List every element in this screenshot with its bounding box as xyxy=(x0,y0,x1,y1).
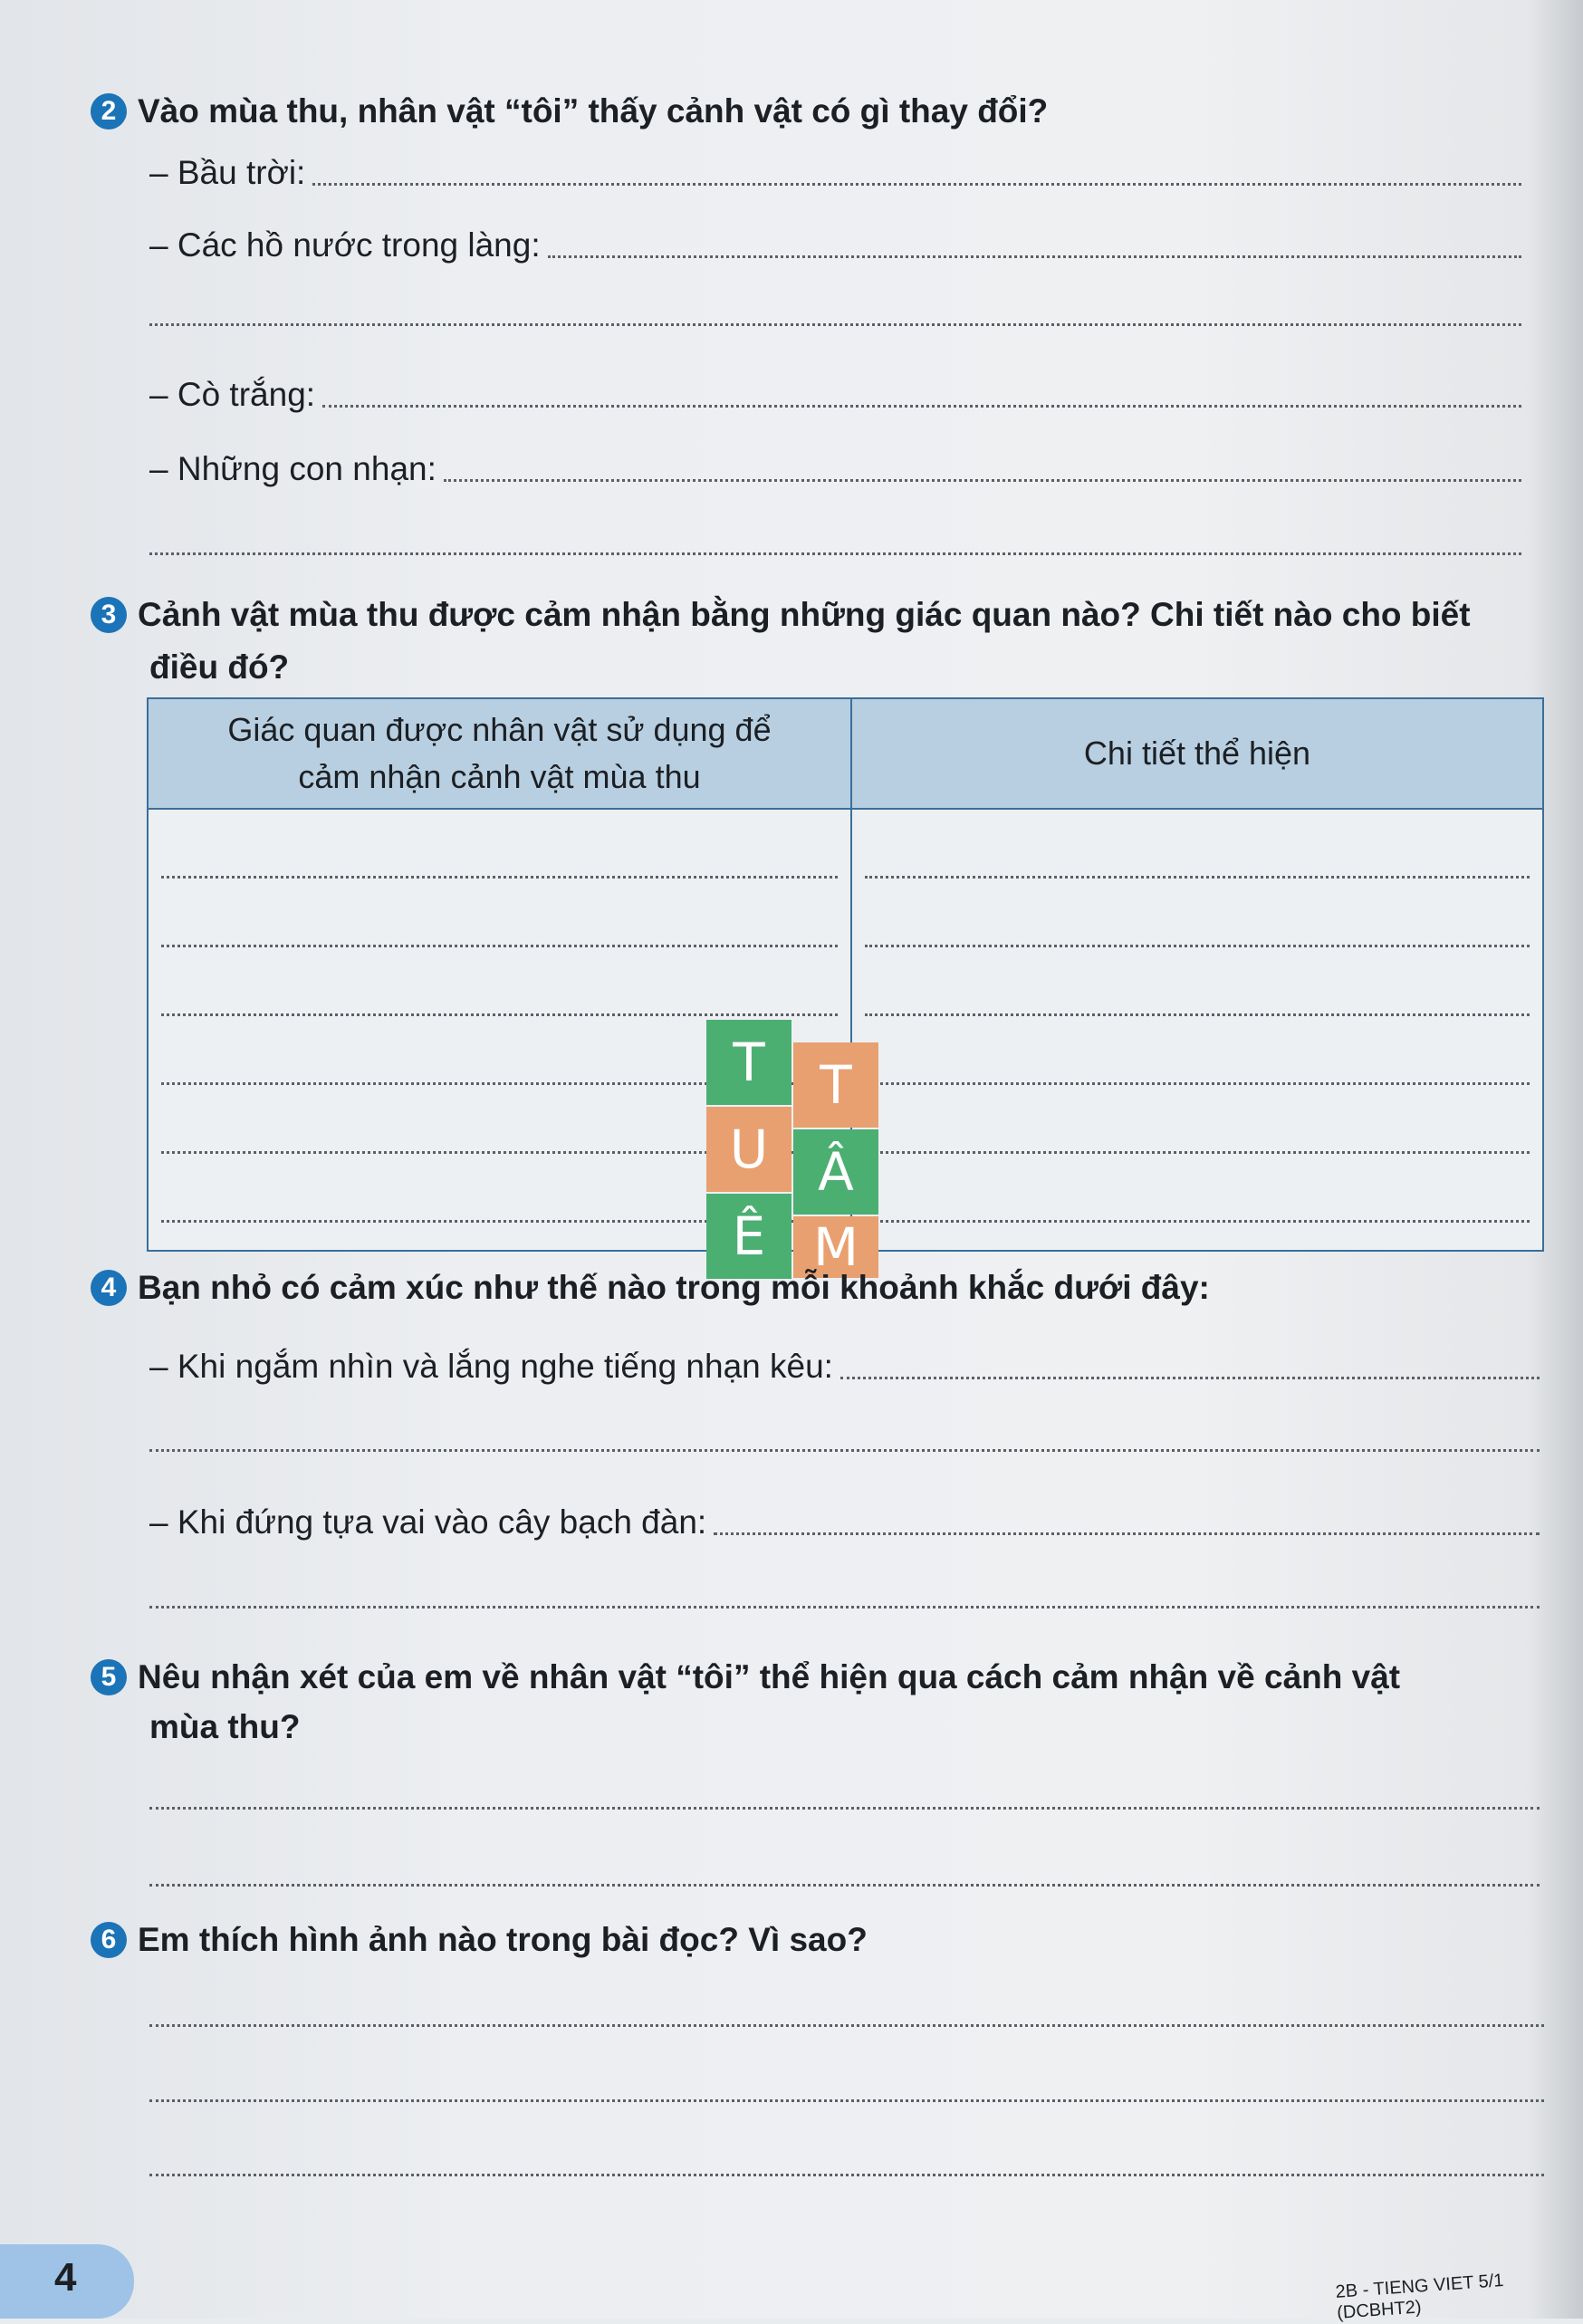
page-number: 4 xyxy=(54,2255,77,2300)
answer-line-eucalyptus[interactable] xyxy=(149,1499,1540,1544)
header-line: cảm nhận cảnh vật mùa thu xyxy=(298,758,701,795)
answer-line-sky[interactable] xyxy=(149,149,1521,195)
answer-label: – Các hồ nước trong làng: xyxy=(149,226,541,264)
dotted-line xyxy=(865,1154,1530,1223)
question-5-text-cont: mùa thu? xyxy=(149,1708,301,1745)
logo-letter: M xyxy=(793,1216,878,1278)
header-line: Giác quan được nhân vật sử dụng để xyxy=(227,711,772,748)
logo-letter: T xyxy=(793,1042,878,1128)
answer-label: – Bầu trời: xyxy=(149,154,306,191)
answer-line-blank[interactable] xyxy=(149,1606,1540,1609)
question-number-badge: 2 xyxy=(91,93,127,130)
question-3-text-cont: điều đó? xyxy=(149,648,290,686)
dotted-line xyxy=(312,183,1521,186)
dotted-line xyxy=(840,1377,1540,1379)
question-5-heading xyxy=(91,1653,1576,1702)
dotted-line xyxy=(714,1532,1540,1535)
answer-line-blank[interactable] xyxy=(149,1449,1540,1452)
logo-letter: Â xyxy=(793,1129,878,1215)
answer-line-swallows[interactable] xyxy=(149,446,1521,491)
question-6-text: Em thích hình ảnh nào trong bài đọc? Vì sao? xyxy=(138,1921,868,1958)
logo-letter: Ê xyxy=(706,1194,792,1279)
logo-letter: U xyxy=(706,1107,792,1192)
dotted-line xyxy=(161,879,838,947)
answer-line-blank[interactable] xyxy=(149,2099,1544,2102)
answer-line-blank[interactable] xyxy=(149,1884,1540,1887)
question-6-heading xyxy=(91,1916,868,1964)
question-number-badge: 4 xyxy=(91,1270,127,1306)
question-3-heading xyxy=(91,591,1558,639)
dotted-line xyxy=(322,405,1521,408)
question-2-text: Vào mùa thu, nhân vật “tôi” thấy cảnh vật có gì thay đổi? xyxy=(138,92,1049,130)
dotted-line xyxy=(865,810,1530,879)
question-number-badge: 6 xyxy=(91,1922,127,1958)
table-header-senses xyxy=(148,698,851,809)
logo-letter: T xyxy=(706,1020,792,1105)
dotted-line xyxy=(161,947,838,1016)
dotted-line xyxy=(865,1016,1530,1085)
answer-label: – Khi đứng tựa vai vào cây bạch đàn: xyxy=(149,1503,707,1541)
dotted-line xyxy=(444,479,1521,482)
question-5-text: Nêu nhận xét của em về nhân vật “tôi” thể hiện qua cách cảm nhận về cảnh vật xyxy=(138,1658,1401,1695)
dotted-line xyxy=(865,879,1530,947)
question-4-heading xyxy=(91,1263,1210,1312)
answer-line-blank[interactable] xyxy=(149,552,1521,555)
table-header-details: Chi tiết thể hiện xyxy=(851,698,1543,809)
question-2-heading xyxy=(91,87,1048,136)
answer-label: – Khi ngắm nhìn và lắng nghe tiếng nhạn kêu: xyxy=(149,1348,833,1385)
dotted-line xyxy=(161,810,838,879)
answer-line-swallow-cry[interactable] xyxy=(149,1343,1540,1388)
book-code: 2B - TIENG VIET 5/1 (DCBHT2) xyxy=(1335,2271,1505,2323)
question-number-badge: 3 xyxy=(91,597,127,633)
dotted-line xyxy=(865,1085,1530,1154)
answer-line-blank[interactable] xyxy=(149,2024,1544,2027)
answer-label: – Những con nhạn: xyxy=(149,450,437,487)
answer-label: – Cò trắng: xyxy=(149,376,316,413)
answer-line-ponds[interactable] xyxy=(149,222,1521,267)
dotted-line xyxy=(548,255,1521,258)
answer-line-blank[interactable] xyxy=(149,2174,1544,2176)
question-4-text: Bạn nhỏ có cảm xúc như thế nào trong mỗi khoảnh khắc dưới đây: xyxy=(138,1269,1210,1306)
question-3-text: Cảnh vật mùa thu được cảm nhận bằng những giác quan nào? Chi tiết nào cho biết xyxy=(138,596,1471,633)
table-cell-details[interactable] xyxy=(851,809,1543,1251)
answer-line-blank[interactable] xyxy=(149,323,1521,326)
question-number-badge: 5 xyxy=(91,1659,127,1695)
answer-line-blank[interactable] xyxy=(149,1807,1540,1810)
tue-tam-logo xyxy=(706,1020,878,1278)
answer-line-egrets[interactable] xyxy=(149,371,1521,417)
dotted-line xyxy=(865,947,1530,1016)
